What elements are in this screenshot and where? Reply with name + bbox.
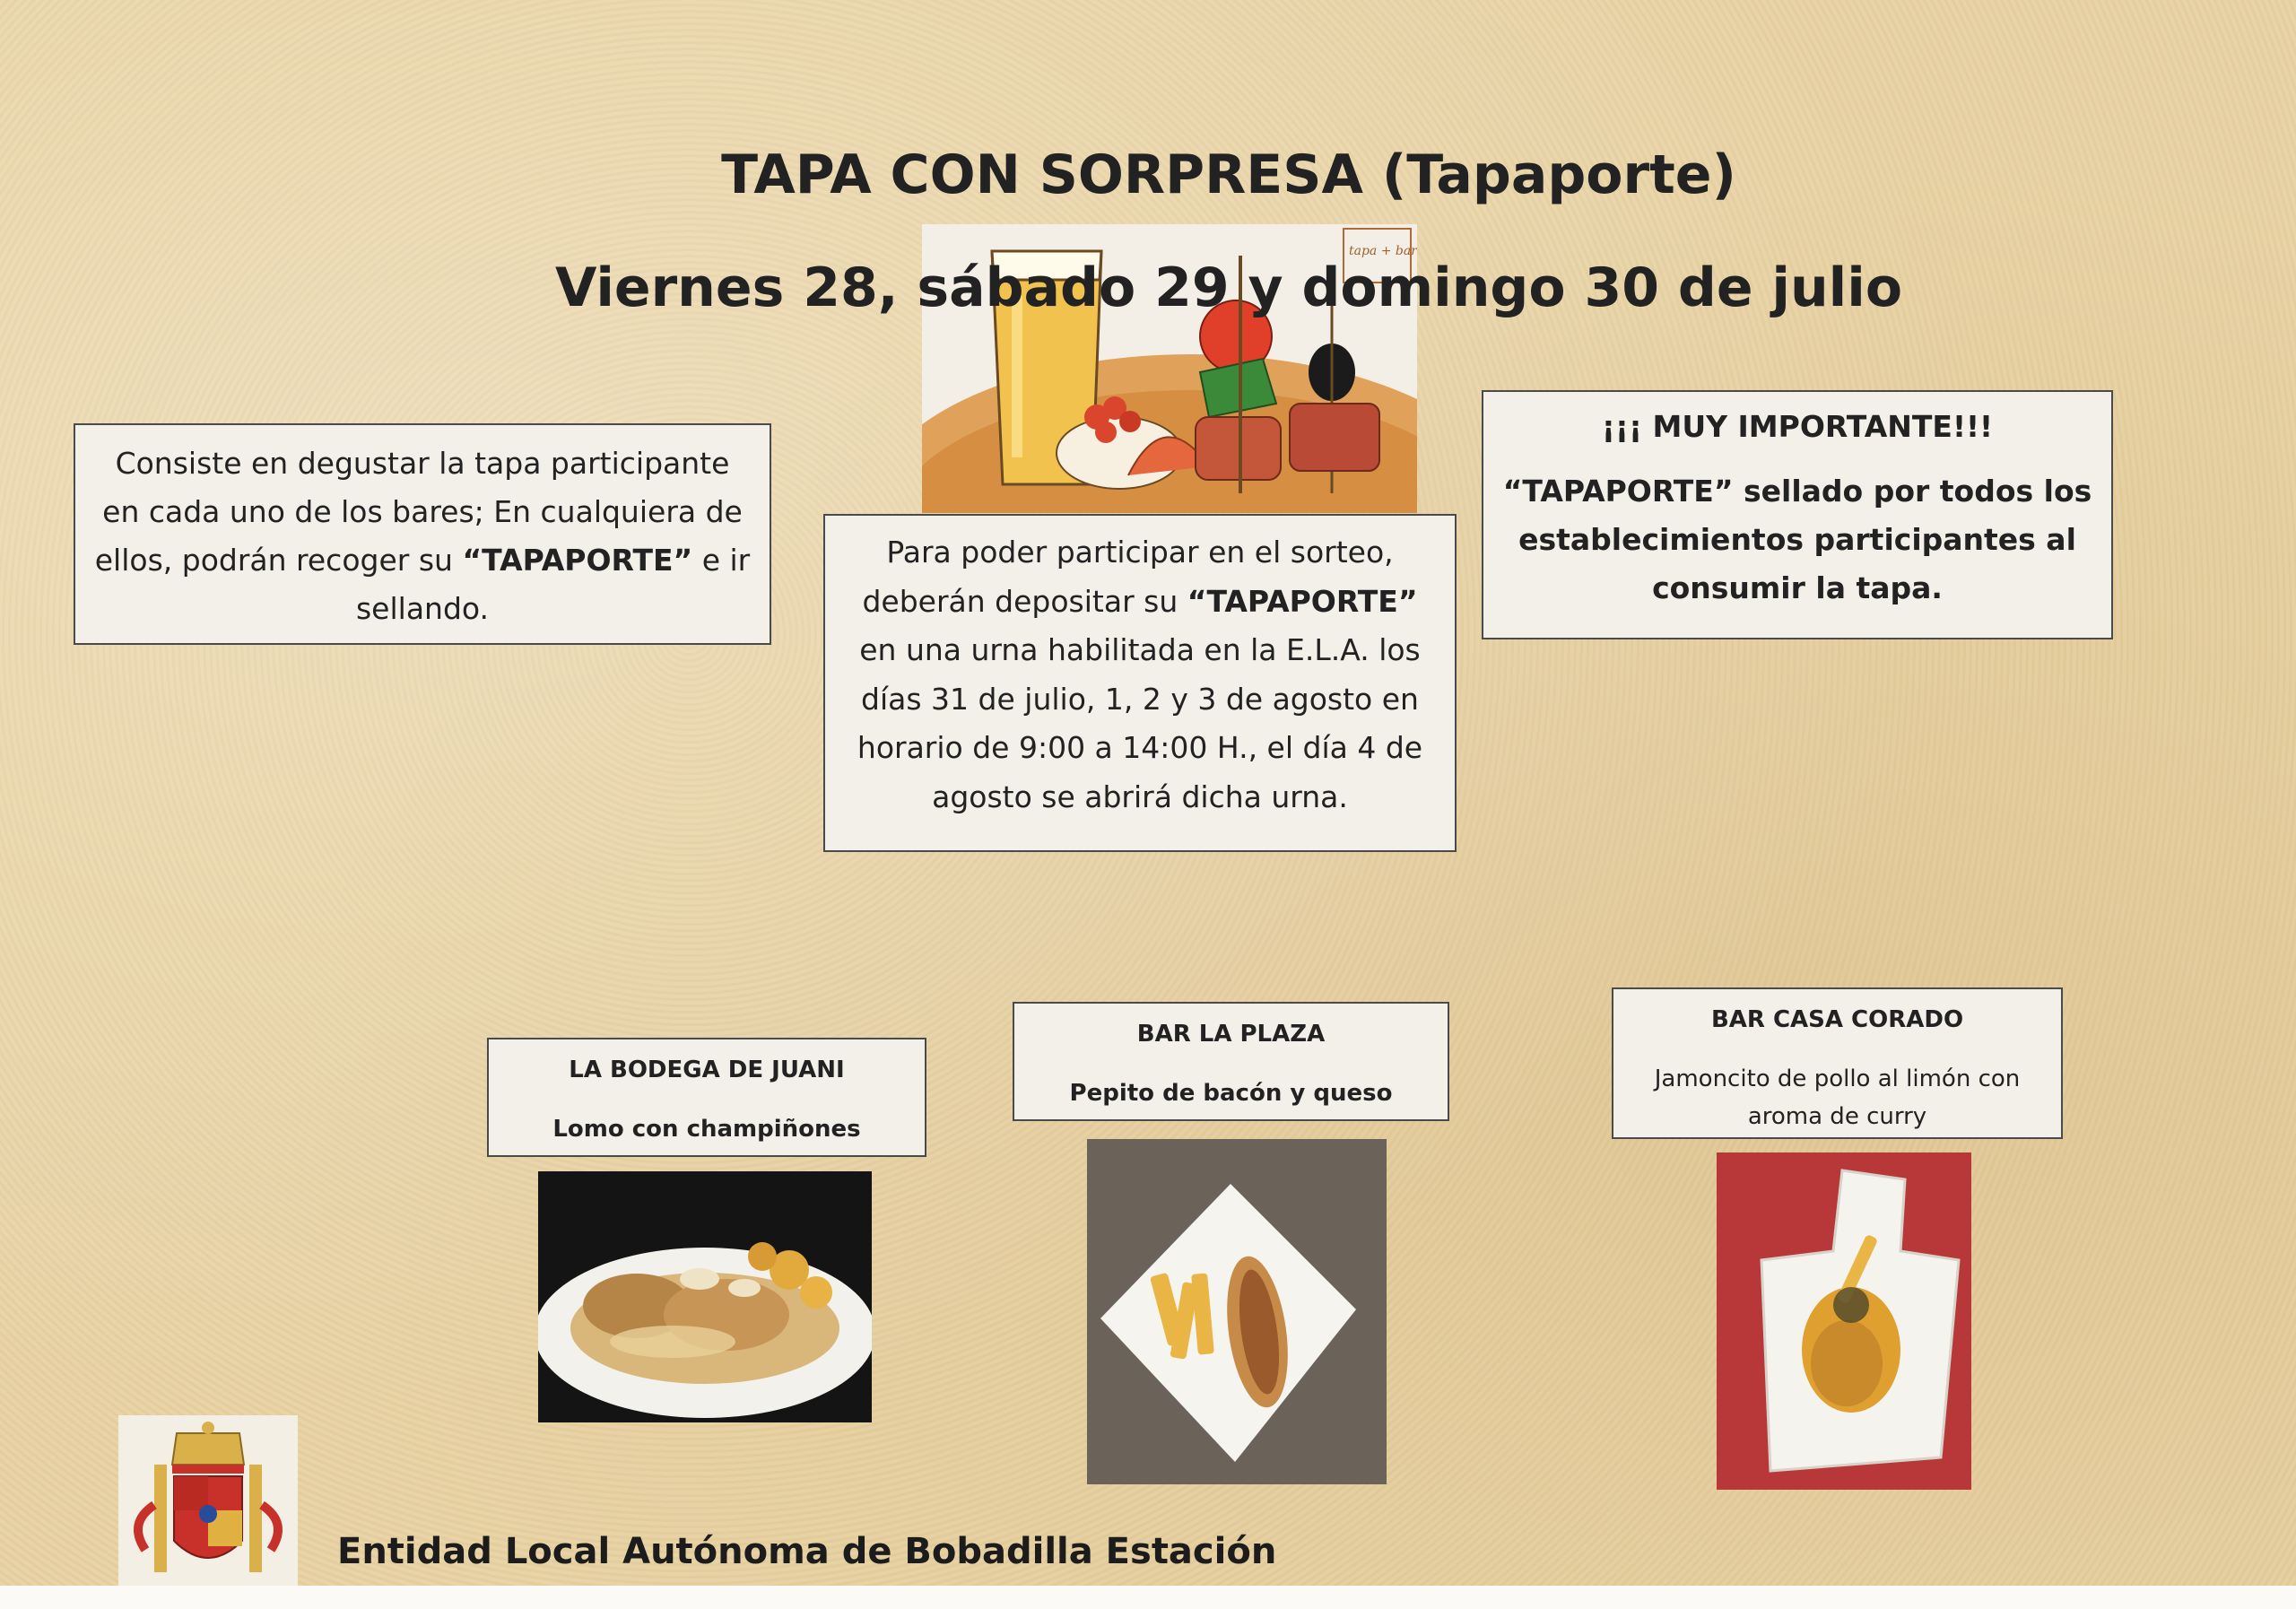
bar-dish: Pepito de bacón y queso [1069, 1080, 1393, 1107]
info-center-text: deberán depositar su [862, 583, 1178, 619]
event-dates: Viernes 28, sábado 29 y domingo 30 de julio [554, 257, 1903, 319]
info-left-line [75, 536, 770, 585]
food-photo-jamoncito-svg [1717, 1152, 1971, 1490]
info-center-line: agosto se abrirá dicha urna. [932, 778, 1348, 814]
info-left-line: Consiste en degustar la tapa participante [115, 446, 730, 481]
coat-of-arms-svg [118, 1415, 298, 1586]
info-center-line: horario de 9:00 a 14:00 H., el día 4 de [857, 730, 1423, 765]
coat-of-arms-icon [118, 1415, 298, 1586]
bar-dish: Lomo con champiñones [552, 1116, 861, 1143]
food-photo-jamoncito [1717, 1152, 1971, 1490]
important-line: “TAPAPORTE” sellado por todos los [1502, 474, 2092, 509]
page-title: TAPA CON SORPRESA (Tapaporte) [721, 144, 1736, 206]
info-center-line: días 31 de julio, 1, 2 y 3 de agosto en [861, 681, 1419, 717]
important-line: consumir la tapa. [1652, 570, 1943, 605]
info-box-left [74, 423, 771, 645]
info-box-right [1482, 390, 2113, 639]
bar-card-bodega-juani [487, 1038, 926, 1157]
food-photo-lomo [538, 1171, 872, 1422]
important-line: establecimientos participantes al [1518, 522, 2076, 557]
bar-name: BAR CASA CORADO [1710, 1006, 1964, 1033]
tapaporte-highlight: “TAPAPORTE” [462, 543, 693, 578]
tapaporte-highlight: “TAPAPORTE” [1187, 583, 1418, 619]
bar-card-casa-corado [1612, 987, 2063, 1139]
info-left-line: sellando. [355, 591, 490, 626]
info-left-tail: e ir [701, 543, 751, 578]
info-center-line: Para poder participar en el sorteo, [886, 535, 1394, 570]
info-left-text: ellos, podrán recoger su [94, 543, 453, 578]
info-center-line: en una urna habilitada en la E.L.A. los [859, 632, 1421, 667]
bar-dish: aroma de curry [1747, 1103, 1927, 1130]
bar-dish: Jamoncito de pollo al limón con [1654, 1065, 2021, 1092]
food-photo-lomo-svg [538, 1171, 872, 1422]
food-photo-pepito-svg [1087, 1139, 1387, 1484]
bar-name: LA BODEGA DE JUANI [569, 1057, 845, 1083]
info-center-line [825, 578, 1455, 627]
bar-card-la-plaza [1013, 1002, 1449, 1121]
info-box-center [823, 514, 1457, 852]
food-photo-pepito [1087, 1139, 1387, 1484]
important-heading: ¡¡¡ MUY IMPORTANTE!!! [1601, 409, 1994, 444]
poster-tag-label: tapa + bar [1349, 244, 1417, 258]
footer-entity-name: Entidad Local Autónoma de Bobadilla Estación [337, 1531, 1277, 1572]
bar-name: BAR LA PLAZA [1136, 1021, 1326, 1048]
info-left-line: en cada uno de los bares; En cualquiera de [102, 494, 743, 529]
